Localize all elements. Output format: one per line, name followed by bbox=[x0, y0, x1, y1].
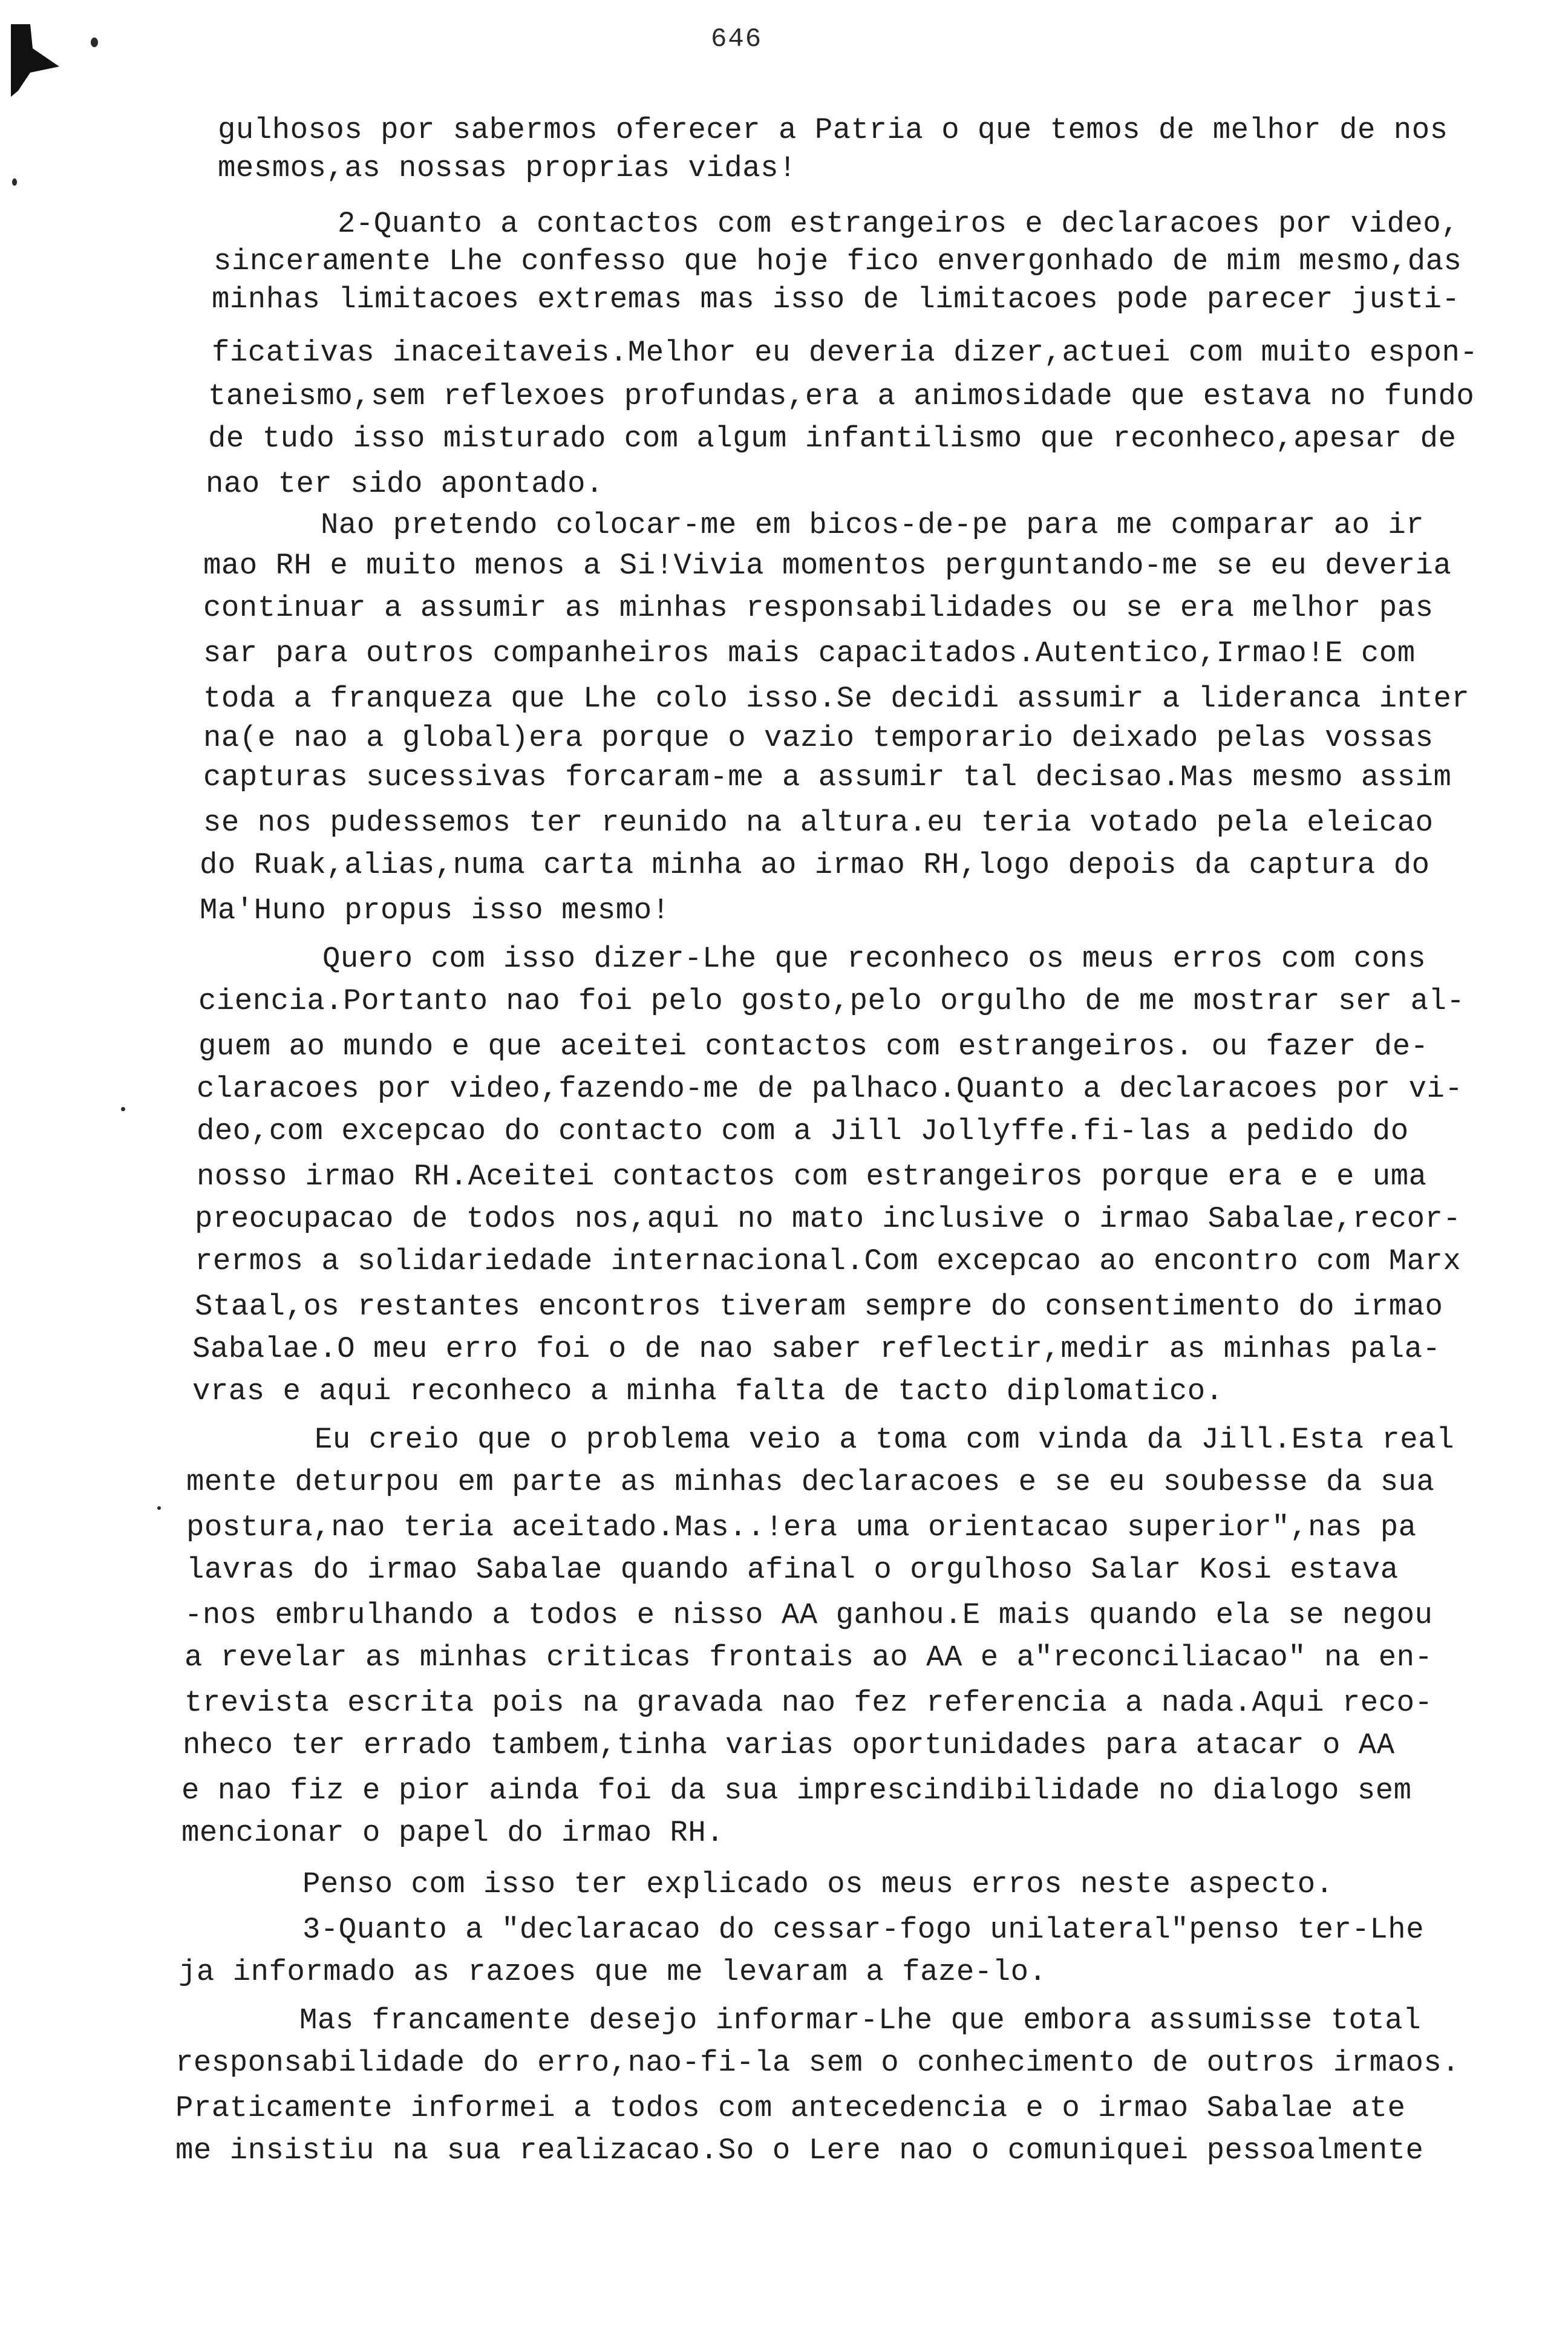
ink-speck bbox=[157, 1506, 161, 1510]
text-line: taneismo,sem reflexoes profundas,era a animosidade que estava no fundo bbox=[208, 379, 1475, 413]
text-line: se nos pudessemos ter reunido na altura.eu teria votado pela eleicao bbox=[203, 806, 1434, 840]
text-line: do Ruak,alias,numa carta minha ao irmao RH,logo depois da captura do bbox=[200, 848, 1430, 882]
text-line: Penso com isso ter explicado os meus erros neste aspecto. bbox=[302, 1867, 1334, 1901]
text-line: claracoes por video,fazendo-me de palhaco.Quanto a declaracoes por vi- bbox=[197, 1072, 1463, 1106]
corner-ink-mark bbox=[6, 24, 60, 97]
text-line: guem ao mundo e que aceitei contactos com estrangeiros. ou fazer de- bbox=[198, 1030, 1429, 1063]
text-line: lavras do irmao Sabalae quando afinal o orgulhoso Salar Kosi estava bbox=[186, 1553, 1399, 1587]
page-number: 646 bbox=[711, 24, 763, 54]
text-line: a revelar as minhas criticas frontais ao AA e a"reconciliacao" na en- bbox=[185, 1641, 1433, 1674]
text-line: e nao fiz e pior ainda foi da sua imprescindibilidade no dialogo sem bbox=[181, 1774, 1412, 1807]
ink-speck bbox=[12, 178, 17, 186]
text-line: sar para outros companheiros mais capacitados.Autentico,Irmao!E com bbox=[203, 636, 1416, 670]
text-line: trevista escrita pois na gravada nao fez referencia a nada.Aqui reco- bbox=[185, 1686, 1433, 1720]
text-line: -nos embrulhando a todos e nisso AA ganhou.E mais quando ela se negou bbox=[185, 1598, 1433, 1632]
text-line: sinceramente Lhe confesso que hoje fico envergonhado de mim mesmo,das bbox=[214, 244, 1462, 278]
text-line: capturas sucessivas forcaram-me a assumir tal decisao.Mas mesmo assim bbox=[203, 760, 1452, 794]
text-line: Eu creio que o problema veio a toma com vinda da Jill.Esta real bbox=[315, 1423, 1455, 1457]
text-line: vras e aqui reconheco a minha falta de tacto diplomatico. bbox=[192, 1374, 1224, 1408]
text-line: preocupacao de todos nos,aqui no mato inclusive o irmao Sabalae,recor- bbox=[195, 1202, 1462, 1236]
text-line: nosso irmao RH.Aceitei contactos com estrangeiros porque era e e uma bbox=[197, 1160, 1427, 1193]
text-line: Staal,os restantes encontros tiveram sempre do consentimento do irmao bbox=[195, 1290, 1443, 1324]
text-line: mesmos,as nossas proprias vidas! bbox=[218, 151, 797, 185]
ink-speck bbox=[121, 1107, 125, 1111]
text-line: ja informado as razoes que me levaram a faze-lo. bbox=[178, 1955, 1047, 1989]
text-line: mao RH e muito menos a Si!Vivia momentos perguntando-me se eu deveria bbox=[203, 549, 1452, 583]
text-line: Mas francamente desejo informar-Lhe que embora assumisse total bbox=[299, 2003, 1422, 2037]
text-line: 3-Quanto a "declaracao do cessar-fogo unilateral"penso ter-Lhe bbox=[302, 1913, 1425, 1947]
text-line: de tudo isso misturado com algum infantilismo que reconheco,apesar de bbox=[208, 422, 1457, 455]
text-line: postura,nao teria aceitado.Mas..!era uma orientacao superior",nas pa bbox=[186, 1510, 1417, 1544]
ink-speck bbox=[91, 38, 98, 47]
text-line: deo,com excepcao do contacto com a Jill Jollyffe.fi-las a pedido do bbox=[197, 1114, 1409, 1148]
text-line: Sabalae.O meu erro foi o de nao saber reflectir,medir as minhas pala- bbox=[192, 1332, 1441, 1366]
text-line: mencionar o papel do irmao RH. bbox=[181, 1816, 725, 1850]
text-line: me insistiu na sua realizacao.So o Lere nao o comuniquei pessoalmente bbox=[175, 2134, 1424, 2167]
text-line: 2-Quanto a contactos com estrangeiros e declaracoes por video, bbox=[338, 207, 1460, 241]
text-line: continuar a assumir as minhas responsabilidades ou se era melhor pas bbox=[203, 591, 1434, 625]
text-line: Praticamente informei a todos com antecedencia e o irmao Sabalae ate bbox=[175, 2091, 1406, 2125]
text-line: nao ter sido apontado. bbox=[206, 467, 604, 501]
text-line: na(e nao a global)era porque o vazio temporario deixado pelas vossas bbox=[203, 721, 1434, 755]
text-line: toda a franqueza que Lhe colo isso.Se decidi assumir a lideranca inter bbox=[203, 682, 1470, 716]
text-line: ciencia.Portanto nao foi pelo gosto,pelo orgulho de me mostrar ser al- bbox=[198, 984, 1465, 1018]
text-line: responsabilidade do erro,nao-fi-la sem o conhecimento de outros irmaos. bbox=[175, 2046, 1460, 2080]
text-line: minhas limitacoes extremas mas isso de limitacoes pode parecer justi- bbox=[212, 282, 1460, 316]
text-line: Quero com isso dizer-Lhe que reconheco os meus erros com cons bbox=[322, 942, 1426, 976]
text-line: Nao pretendo colocar-me em bicos-de-pe para me comparar ao ir bbox=[321, 508, 1425, 542]
text-line: rermos a solidariedade internacional.Com excepcao ao encontro com Marx bbox=[195, 1244, 1462, 1278]
text-line: Ma'Huno propus isso mesmo! bbox=[200, 893, 670, 927]
text-line: mente deturpou em parte as minhas declaracoes e se eu soubesse da sua bbox=[186, 1465, 1435, 1499]
text-line: gulhosos por sabermos oferecer a Patria o que temos de melhor de nos bbox=[218, 113, 1448, 147]
text-line: ficativas inaceitaveis.Melhor eu deveria dizer,actuei com muito espon- bbox=[212, 336, 1478, 370]
text-line: nheco ter errado tambem,tinha varias oportunidades para atacar o AA bbox=[183, 1728, 1395, 1762]
